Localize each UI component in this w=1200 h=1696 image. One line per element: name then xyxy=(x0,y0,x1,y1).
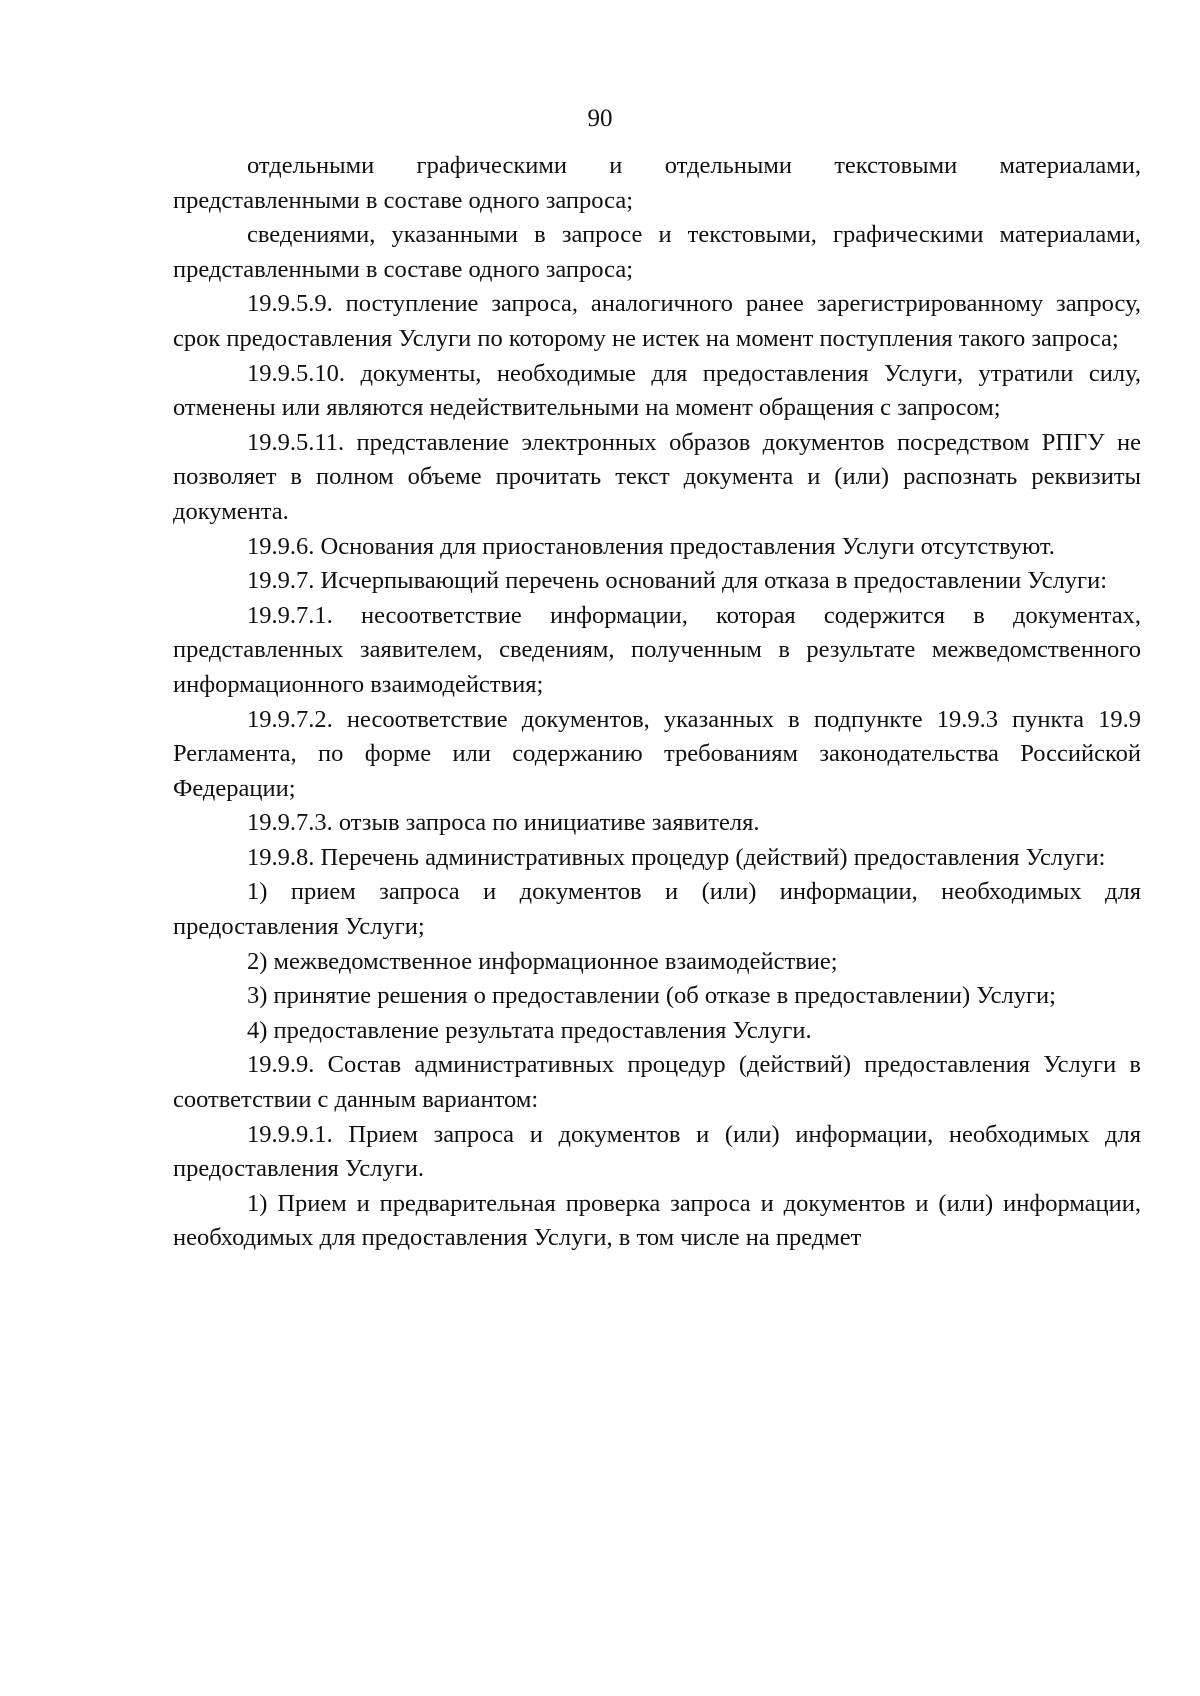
paragraph: 19.9.9. Состав административных процедур (действий) предоставления Услуги в соответствии с данным вариантом: xyxy=(173,1051,1141,1114)
paragraph: 19.9.7.3. отзыв запроса по инициативе заявителя. xyxy=(247,809,760,837)
paragraph: отдельными графическими и отдельными текстовыми материалами, представленными в составе одного запроса; xyxy=(173,152,1141,214)
paragraph: 19.9.6. Основания для приостановления предоставления Услуги отсутствуют. xyxy=(247,532,1055,560)
list-item: 1) прием запроса и документов и (или) информации, необходимых для предоставления Услуги; xyxy=(173,878,1141,941)
paragraph: 19.9.5.9. поступление запроса, аналогичного ранее зарегистрированному запросу, срок предоставления Услуги по которому не истек на момент поступления такого запроса; xyxy=(173,290,1141,352)
paragraph: 19.9.5.10. документы, необходимые для предоставления Услуги, утратили силу, отменены или являются недействительными на момент обращения с запросом; xyxy=(173,359,1141,422)
paragraph: 19.9.9.1. Прием запроса и документов и (или) информации, необходимых для предоставления Услуги. xyxy=(173,1120,1141,1183)
body-text xyxy=(173,149,1141,1256)
list-item: 4) предоставление результата предоставления Услуги. xyxy=(247,1016,812,1044)
page-number: 90 xyxy=(587,105,613,132)
list-item: 2) межведомственное информационное взаимодействие; xyxy=(247,947,838,975)
paragraph: сведениями, указанными в запросе и текстовыми, графическими материалами, представленными в составе одного запроса; xyxy=(173,221,1141,283)
paragraph: 19.9.7.1. несоответствие информации, которая содержится в документах, представленных заявителем, сведениям, полученным в результате межведомственного информационного взаимодействия; xyxy=(173,601,1141,698)
paragraph: 19.9.5.11. представление электронных образов документов посредством РПГУ не позволяет в полном объеме прочитать текст документа и (или) распознать реквизиты документа. xyxy=(173,428,1141,525)
paragraph: 19.9.7.2. несоответствие документов, указанных в подпункте 19.9.3 пункта 19.9 Регламента, по форме или содержанию требованиям законодательства Российской Федерации; xyxy=(173,705,1141,802)
paragraph: 19.9.8. Перечень административных процедур (действий) предоставления Услуги: xyxy=(247,843,1106,871)
paragraph: 19.9.7. Исчерпывающий перечень оснований для отказа в предоставлении Услуги: xyxy=(247,567,1108,595)
list-item: 3) принятие решения о предоставлении (об отказе в предоставлении) Услуги; xyxy=(247,982,1056,1010)
list-item: 1) Прием и предварительная проверка запроса и документов и (или) информации, необходимых для предоставления Услуги, в том числе на предмет xyxy=(173,1189,1141,1252)
